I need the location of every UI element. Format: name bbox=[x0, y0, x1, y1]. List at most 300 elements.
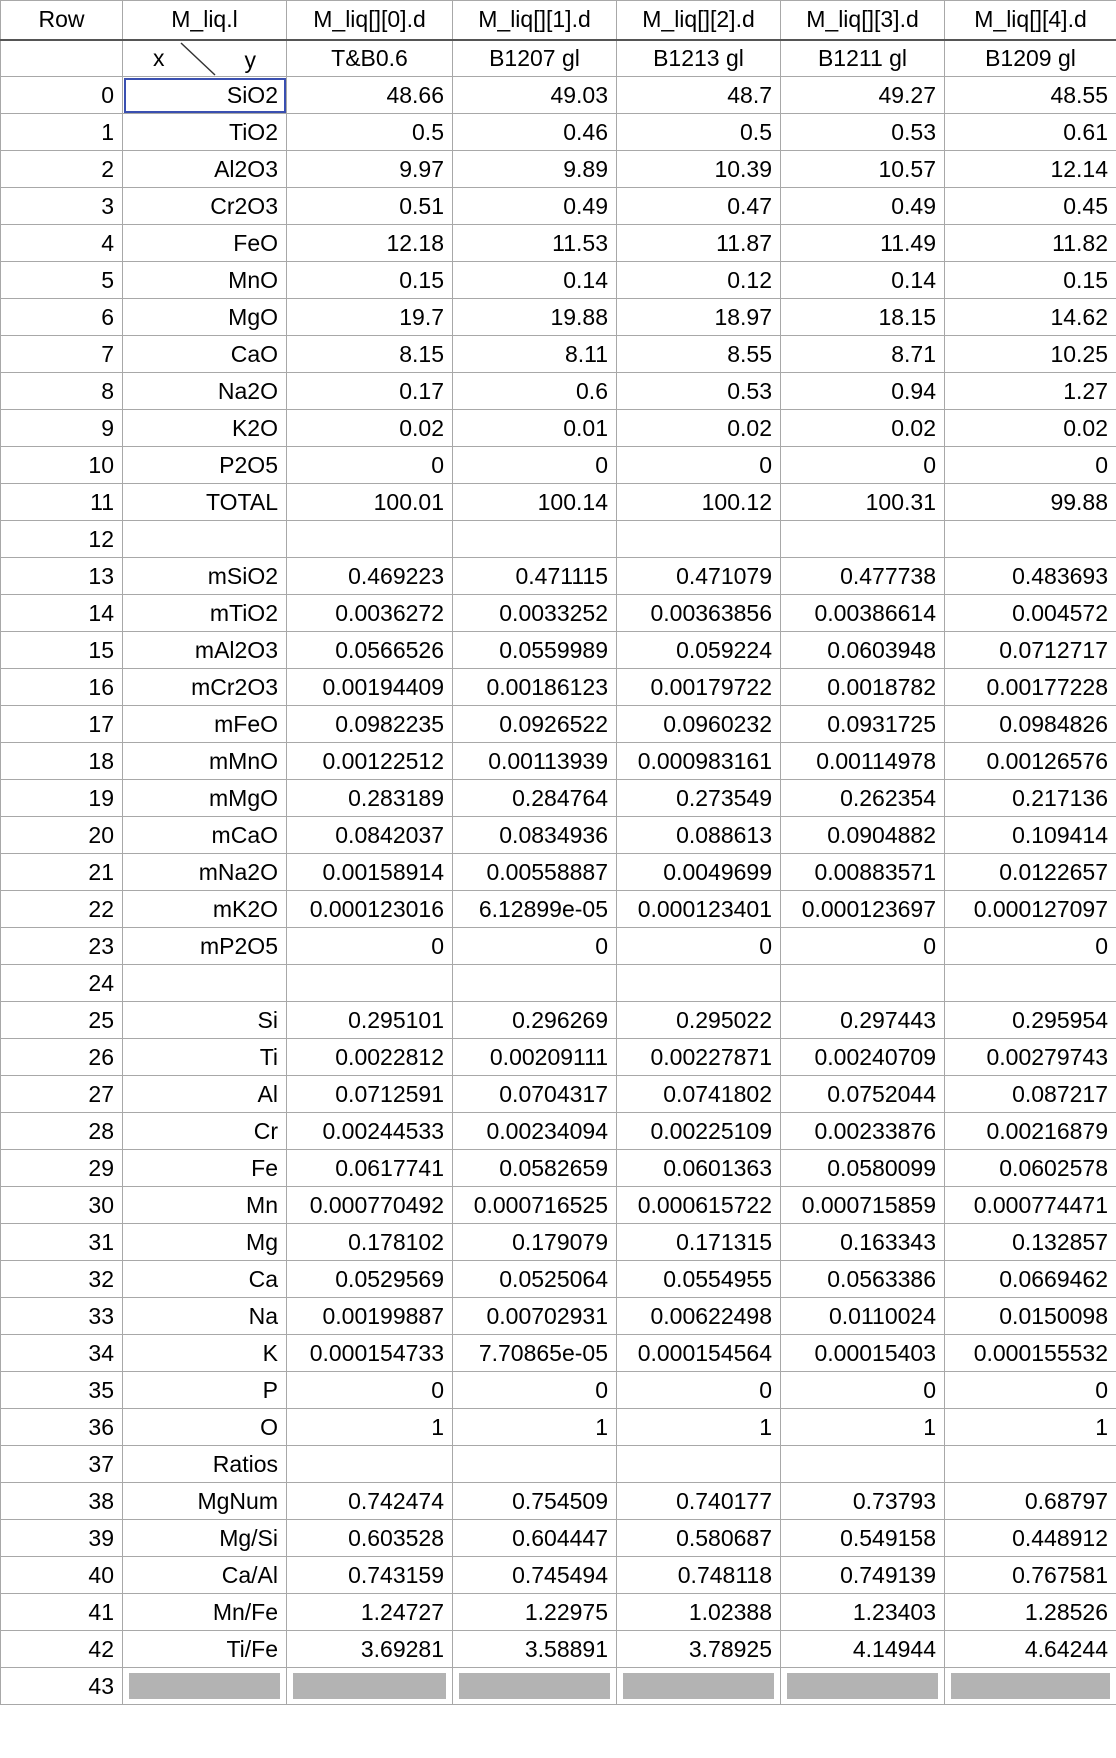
row-number-cell[interactable]: 33 bbox=[1, 1298, 123, 1335]
sample-label-cell[interactable]: B1209 gl bbox=[945, 40, 1116, 77]
row-number-cell[interactable]: 25 bbox=[1, 1002, 123, 1039]
row-number-cell[interactable]: 34 bbox=[1, 1335, 123, 1372]
sample-label-cell[interactable]: B1207 gl bbox=[453, 40, 617, 77]
value-cell[interactable]: 0.740177 bbox=[617, 1483, 781, 1520]
value-cell[interactable]: 0.295022 bbox=[617, 1002, 781, 1039]
value-cell[interactable]: 0.742474 bbox=[287, 1483, 453, 1520]
row-label-cell[interactable]: mMnO bbox=[123, 743, 287, 780]
value-cell[interactable] bbox=[453, 965, 617, 1002]
value-cell[interactable]: 0.53 bbox=[781, 114, 945, 151]
value-cell[interactable]: 0.262354 bbox=[781, 780, 945, 817]
row-number-cell[interactable]: 13 bbox=[1, 558, 123, 595]
value-cell[interactable]: 100.12 bbox=[617, 484, 781, 521]
row-label-cell[interactable]: FeO bbox=[123, 225, 287, 262]
value-cell[interactable]: 19.88 bbox=[453, 299, 617, 336]
value-cell[interactable]: 1 bbox=[287, 1409, 453, 1446]
sample-label-cell[interactable]: T&B0.6 bbox=[287, 40, 453, 77]
sample-label-cell[interactable]: B1211 gl bbox=[781, 40, 945, 77]
value-cell[interactable]: 1.02388 bbox=[617, 1594, 781, 1631]
value-cell[interactable] bbox=[617, 1446, 781, 1483]
value-cell[interactable]: 0 bbox=[287, 928, 453, 965]
value-cell[interactable]: 0.00558887 bbox=[453, 854, 617, 891]
row-number-cell[interactable]: 3 bbox=[1, 188, 123, 225]
value-cell[interactable] bbox=[945, 1446, 1116, 1483]
value-cell[interactable]: 0 bbox=[287, 447, 453, 484]
row-label-cell[interactable]: K bbox=[123, 1335, 287, 1372]
value-cell[interactable] bbox=[781, 521, 945, 558]
value-cell[interactable]: 10.57 bbox=[781, 151, 945, 188]
value-cell[interactable]: 0.00240709 bbox=[781, 1039, 945, 1076]
empty-placeholder-cell[interactable] bbox=[287, 1668, 453, 1705]
row-number-cell[interactable]: 18 bbox=[1, 743, 123, 780]
row-number-cell[interactable]: 15 bbox=[1, 632, 123, 669]
value-cell[interactable]: 0.000127097 bbox=[945, 891, 1116, 928]
row-label-cell[interactable]: Ti bbox=[123, 1039, 287, 1076]
value-cell[interactable]: 0.0122657 bbox=[945, 854, 1116, 891]
row-number-cell[interactable]: 6 bbox=[1, 299, 123, 336]
value-cell[interactable]: 100.14 bbox=[453, 484, 617, 521]
value-cell[interactable]: 0 bbox=[781, 447, 945, 484]
value-cell[interactable]: 0.00126576 bbox=[945, 743, 1116, 780]
value-cell[interactable]: 0.000716525 bbox=[453, 1187, 617, 1224]
row-label-cell[interactable] bbox=[123, 965, 287, 1002]
value-cell[interactable]: 0.448912 bbox=[945, 1520, 1116, 1557]
row-number-cell[interactable]: 9 bbox=[1, 410, 123, 447]
value-cell[interactable]: 0.00234094 bbox=[453, 1113, 617, 1150]
row-number-cell[interactable]: 36 bbox=[1, 1409, 123, 1446]
value-cell[interactable]: 8.11 bbox=[453, 336, 617, 373]
value-cell[interactable]: 49.03 bbox=[453, 77, 617, 114]
value-cell[interactable]: 0.0110024 bbox=[781, 1298, 945, 1335]
value-cell[interactable] bbox=[617, 521, 781, 558]
row-label-cell[interactable]: P2O5 bbox=[123, 447, 287, 484]
value-cell[interactable]: 0.163343 bbox=[781, 1224, 945, 1261]
row-column-header[interactable]: Row bbox=[1, 1, 123, 40]
row-number-cell[interactable]: 23 bbox=[1, 928, 123, 965]
row-label-cell[interactable]: mP2O5 bbox=[123, 928, 287, 965]
value-cell[interactable]: 6.12899e-05 bbox=[453, 891, 617, 928]
row-label-cell[interactable]: mFeO bbox=[123, 706, 287, 743]
row-number-cell[interactable]: 42 bbox=[1, 1631, 123, 1668]
xy-designation-cell[interactable] bbox=[123, 40, 287, 77]
row-label-cell[interactable]: Mn bbox=[123, 1187, 287, 1224]
value-cell[interactable]: 3.58891 bbox=[453, 1631, 617, 1668]
value-cell[interactable]: 99.88 bbox=[945, 484, 1116, 521]
row-number-cell[interactable]: 26 bbox=[1, 1039, 123, 1076]
row-label-cell[interactable]: mNa2O bbox=[123, 854, 287, 891]
value-cell[interactable]: 0.0834936 bbox=[453, 817, 617, 854]
value-cell[interactable]: 0.02 bbox=[617, 410, 781, 447]
row-number-cell[interactable]: 7 bbox=[1, 336, 123, 373]
value-cell[interactable]: 0.00177228 bbox=[945, 669, 1116, 706]
value-cell[interactable]: 0.0150098 bbox=[945, 1298, 1116, 1335]
value-cell[interactable]: 1.23403 bbox=[781, 1594, 945, 1631]
value-cell[interactable]: 4.64244 bbox=[945, 1631, 1116, 1668]
value-cell[interactable]: 100.31 bbox=[781, 484, 945, 521]
value-cell[interactable]: 0.53 bbox=[617, 373, 781, 410]
value-cell[interactable]: 0.00114978 bbox=[781, 743, 945, 780]
value-cell[interactable]: 0 bbox=[453, 928, 617, 965]
value-cell[interactable]: 0.088613 bbox=[617, 817, 781, 854]
value-cell[interactable]: 1.27 bbox=[945, 373, 1116, 410]
row-label-cell[interactable]: Mg bbox=[123, 1224, 287, 1261]
value-cell[interactable]: 0.0842037 bbox=[287, 817, 453, 854]
value-cell[interactable]: 0 bbox=[781, 928, 945, 965]
value-cell[interactable]: 0.295101 bbox=[287, 1002, 453, 1039]
value-cell[interactable]: 0.000123016 bbox=[287, 891, 453, 928]
value-cell[interactable]: 0.004572 bbox=[945, 595, 1116, 632]
value-cell[interactable]: 0.0712717 bbox=[945, 632, 1116, 669]
value-cell[interactable]: 0.0529569 bbox=[287, 1261, 453, 1298]
row-number-cell[interactable]: 41 bbox=[1, 1594, 123, 1631]
row-number-cell[interactable]: 12 bbox=[1, 521, 123, 558]
row-number-cell[interactable]: 2 bbox=[1, 151, 123, 188]
value-cell[interactable]: 0.087217 bbox=[945, 1076, 1116, 1113]
value-cell[interactable]: 0 bbox=[781, 1372, 945, 1409]
row-label-cell[interactable]: Ratios bbox=[123, 1446, 287, 1483]
row-number-cell[interactable]: 27 bbox=[1, 1076, 123, 1113]
value-cell[interactable]: 0 bbox=[945, 447, 1116, 484]
value-cell[interactable]: 0.283189 bbox=[287, 780, 453, 817]
row-label-cell[interactable]: MnO bbox=[123, 262, 287, 299]
value-cell[interactable]: 0.00702931 bbox=[453, 1298, 617, 1335]
row-label-cell[interactable]: MgNum bbox=[123, 1483, 287, 1520]
row-number-cell[interactable]: 24 bbox=[1, 965, 123, 1002]
row-number-cell[interactable]: 17 bbox=[1, 706, 123, 743]
row-number-cell[interactable]: 20 bbox=[1, 817, 123, 854]
value-cell[interactable]: 0.0669462 bbox=[945, 1261, 1116, 1298]
empty-placeholder-cell[interactable] bbox=[453, 1668, 617, 1705]
value-cell[interactable]: 19.7 bbox=[287, 299, 453, 336]
value-cell[interactable]: 0.0601363 bbox=[617, 1150, 781, 1187]
row-number-cell[interactable]: 35 bbox=[1, 1372, 123, 1409]
row-number-cell[interactable]: 22 bbox=[1, 891, 123, 928]
row-label-cell[interactable]: Si bbox=[123, 1002, 287, 1039]
value-cell[interactable]: 0.0018782 bbox=[781, 669, 945, 706]
value-cell[interactable]: 0.0712591 bbox=[287, 1076, 453, 1113]
value-cell[interactable]: 0.00883571 bbox=[781, 854, 945, 891]
value-cell[interactable]: 0.0580099 bbox=[781, 1150, 945, 1187]
value-cell[interactable]: 0.217136 bbox=[945, 780, 1116, 817]
row-label-cell[interactable]: Na2O bbox=[123, 373, 287, 410]
empty-placeholder-cell[interactable] bbox=[617, 1668, 781, 1705]
row-number-cell[interactable]: 28 bbox=[1, 1113, 123, 1150]
empty-placeholder-cell[interactable] bbox=[781, 1668, 945, 1705]
row-label-cell[interactable]: mK2O bbox=[123, 891, 287, 928]
value-cell[interactable]: 11.53 bbox=[453, 225, 617, 262]
value-cell[interactable]: 3.69281 bbox=[287, 1631, 453, 1668]
value-cell[interactable]: 0.171315 bbox=[617, 1224, 781, 1261]
row-label-cell[interactable]: Cr bbox=[123, 1113, 287, 1150]
value-cell[interactable]: 0.109414 bbox=[945, 817, 1116, 854]
row-number-cell[interactable]: 14 bbox=[1, 595, 123, 632]
value-cell[interactable] bbox=[781, 1446, 945, 1483]
value-cell[interactable]: 0 bbox=[453, 447, 617, 484]
row-label-cell[interactable]: CaO bbox=[123, 336, 287, 373]
value-cell[interactable]: 0.0554955 bbox=[617, 1261, 781, 1298]
value-cell[interactable]: 7.70865e-05 bbox=[453, 1335, 617, 1372]
value-cell[interactable]: 4.14944 bbox=[781, 1631, 945, 1668]
row-label-cell[interactable]: Al2O3 bbox=[123, 151, 287, 188]
value-cell[interactable]: 0.6 bbox=[453, 373, 617, 410]
value-cell[interactable]: 0.0582659 bbox=[453, 1150, 617, 1187]
value-cell[interactable]: 11.87 bbox=[617, 225, 781, 262]
row-number-cell[interactable]: 31 bbox=[1, 1224, 123, 1261]
value-cell[interactable]: 0.000154733 bbox=[287, 1335, 453, 1372]
value-cell[interactable]: 0.02 bbox=[287, 410, 453, 447]
value-cell[interactable]: 0.000154564 bbox=[617, 1335, 781, 1372]
row-label-cell[interactable]: Al bbox=[123, 1076, 287, 1113]
value-cell[interactable]: 0.14 bbox=[453, 262, 617, 299]
value-cell[interactable]: 0.603528 bbox=[287, 1520, 453, 1557]
value-cell[interactable]: 0 bbox=[287, 1372, 453, 1409]
row-number-cell[interactable]: 5 bbox=[1, 262, 123, 299]
value-cell[interactable]: 0.483693 bbox=[945, 558, 1116, 595]
value-cell[interactable]: 0.00179722 bbox=[617, 669, 781, 706]
value-cell[interactable]: 0.12 bbox=[617, 262, 781, 299]
row-number-cell[interactable]: 21 bbox=[1, 854, 123, 891]
row-label-cell[interactable]: TOTAL bbox=[123, 484, 287, 521]
row-label-cell[interactable]: mSiO2 bbox=[123, 558, 287, 595]
value-cell[interactable]: 0.000983161 bbox=[617, 743, 781, 780]
row-label-cell[interactable]: Ca bbox=[123, 1261, 287, 1298]
value-cell[interactable]: 0.000615722 bbox=[617, 1187, 781, 1224]
row-label-cell[interactable]: TiO2 bbox=[123, 114, 287, 151]
value-cell[interactable]: 0.469223 bbox=[287, 558, 453, 595]
value-cell[interactable]: 0.0617741 bbox=[287, 1150, 453, 1187]
value-cell[interactable]: 48.55 bbox=[945, 77, 1116, 114]
value-cell[interactable]: 0.00209111 bbox=[453, 1039, 617, 1076]
value-cell[interactable]: 8.71 bbox=[781, 336, 945, 373]
value-cell[interactable]: 1 bbox=[617, 1409, 781, 1446]
value-cell[interactable]: 0.00015403 bbox=[781, 1335, 945, 1372]
value-cell[interactable]: 0.000155532 bbox=[945, 1335, 1116, 1372]
value-cell[interactable]: 0.000123697 bbox=[781, 891, 945, 928]
value-cell[interactable]: 0.45 bbox=[945, 188, 1116, 225]
value-cell[interactable]: 0.604447 bbox=[453, 1520, 617, 1557]
row-label-cell[interactable]: mCr2O3 bbox=[123, 669, 287, 706]
row-number-cell[interactable]: 37 bbox=[1, 1446, 123, 1483]
value-cell[interactable]: 0.00199887 bbox=[287, 1298, 453, 1335]
value-cell[interactable]: 0.00622498 bbox=[617, 1298, 781, 1335]
value-cell[interactable]: 0.61 bbox=[945, 114, 1116, 151]
value-cell[interactable]: 0.471079 bbox=[617, 558, 781, 595]
row-label-cell[interactable]: K2O bbox=[123, 410, 287, 447]
value-cell[interactable]: 49.27 bbox=[781, 77, 945, 114]
value-cell[interactable]: 0.273549 bbox=[617, 780, 781, 817]
value-cell[interactable]: 48.7 bbox=[617, 77, 781, 114]
value-cell[interactable] bbox=[617, 965, 781, 1002]
value-cell[interactable]: 0.297443 bbox=[781, 1002, 945, 1039]
value-cell[interactable]: 0.754509 bbox=[453, 1483, 617, 1520]
row-number-cell[interactable]: 16 bbox=[1, 669, 123, 706]
value-cell[interactable]: 0.743159 bbox=[287, 1557, 453, 1594]
value-cell[interactable] bbox=[945, 521, 1116, 558]
value-cell[interactable]: 0.0033252 bbox=[453, 595, 617, 632]
value-cell[interactable]: 0.749139 bbox=[781, 1557, 945, 1594]
value-cell[interactable]: 100.01 bbox=[287, 484, 453, 521]
value-cell[interactable]: 1 bbox=[781, 1409, 945, 1446]
value-cell[interactable]: 0.00113939 bbox=[453, 743, 617, 780]
value-cell[interactable]: 0.00233876 bbox=[781, 1113, 945, 1150]
value-cell[interactable]: 0 bbox=[617, 447, 781, 484]
value-cell[interactable]: 1 bbox=[453, 1409, 617, 1446]
value-cell[interactable]: 0.0984826 bbox=[945, 706, 1116, 743]
value-cell[interactable]: 0.000774471 bbox=[945, 1187, 1116, 1224]
column-header-1[interactable]: M_liq[][1].d bbox=[453, 1, 617, 40]
row-number-cell[interactable]: 8 bbox=[1, 373, 123, 410]
value-cell[interactable]: 8.55 bbox=[617, 336, 781, 373]
value-cell[interactable]: 1.28526 bbox=[945, 1594, 1116, 1631]
empty-placeholder-cell[interactable] bbox=[945, 1668, 1116, 1705]
value-cell[interactable]: 0.15 bbox=[287, 262, 453, 299]
value-cell[interactable]: 0.0563386 bbox=[781, 1261, 945, 1298]
row-label-cell[interactable]: Ti/Fe bbox=[123, 1631, 287, 1668]
value-cell[interactable]: 0.0602578 bbox=[945, 1150, 1116, 1187]
value-cell[interactable]: 0.000123401 bbox=[617, 891, 781, 928]
value-cell[interactable]: 0.0752044 bbox=[781, 1076, 945, 1113]
value-cell[interactable]: 0.0049699 bbox=[617, 854, 781, 891]
value-cell[interactable] bbox=[287, 521, 453, 558]
value-cell[interactable]: 0.00363856 bbox=[617, 595, 781, 632]
row-number-cell[interactable]: 38 bbox=[1, 1483, 123, 1520]
row-label-cell[interactable]: Ca/Al bbox=[123, 1557, 287, 1594]
value-cell[interactable]: 0 bbox=[945, 1372, 1116, 1409]
value-cell[interactable]: 0.46 bbox=[453, 114, 617, 151]
row-label-cell[interactable]: Cr2O3 bbox=[123, 188, 287, 225]
value-cell[interactable]: 0.02 bbox=[781, 410, 945, 447]
value-cell[interactable]: 0.94 bbox=[781, 373, 945, 410]
row-number-cell[interactable]: 32 bbox=[1, 1261, 123, 1298]
value-cell[interactable]: 0 bbox=[617, 1372, 781, 1409]
value-cell[interactable] bbox=[945, 965, 1116, 1002]
value-cell[interactable]: 0.49 bbox=[781, 188, 945, 225]
value-cell[interactable]: 0.296269 bbox=[453, 1002, 617, 1039]
value-cell[interactable]: 8.15 bbox=[287, 336, 453, 373]
value-cell[interactable]: 1.24727 bbox=[287, 1594, 453, 1631]
value-cell[interactable]: 0.14 bbox=[781, 262, 945, 299]
row-number-cell[interactable]: 1 bbox=[1, 114, 123, 151]
value-cell[interactable]: 12.14 bbox=[945, 151, 1116, 188]
selected-cell[interactable]: SiO2 bbox=[123, 77, 287, 114]
value-cell[interactable]: 0.549158 bbox=[781, 1520, 945, 1557]
value-cell[interactable]: 0.0982235 bbox=[287, 706, 453, 743]
value-cell[interactable]: 0.580687 bbox=[617, 1520, 781, 1557]
row-number-cell[interactable]: 0 bbox=[1, 77, 123, 114]
value-cell[interactable]: 0.01 bbox=[453, 410, 617, 447]
value-cell[interactable]: 0.00216879 bbox=[945, 1113, 1116, 1150]
value-cell[interactable]: 0.179079 bbox=[453, 1224, 617, 1261]
row-number-cell[interactable]: 39 bbox=[1, 1520, 123, 1557]
value-cell[interactable]: 0.47 bbox=[617, 188, 781, 225]
value-cell[interactable]: 18.97 bbox=[617, 299, 781, 336]
value-cell[interactable]: 0 bbox=[453, 1372, 617, 1409]
value-cell[interactable]: 11.82 bbox=[945, 225, 1116, 262]
row-number-cell[interactable]: 29 bbox=[1, 1150, 123, 1187]
value-cell[interactable]: 0.0603948 bbox=[781, 632, 945, 669]
value-cell[interactable]: 0.15 bbox=[945, 262, 1116, 299]
row-number-cell[interactable]: 43 bbox=[1, 1668, 123, 1705]
value-cell[interactable]: 14.62 bbox=[945, 299, 1116, 336]
value-cell[interactable]: 3.78925 bbox=[617, 1631, 781, 1668]
value-cell[interactable]: 0.00122512 bbox=[287, 743, 453, 780]
value-cell[interactable]: 1 bbox=[945, 1409, 1116, 1446]
value-cell[interactable]: 0.0931725 bbox=[781, 706, 945, 743]
value-cell[interactable]: 0.0525064 bbox=[453, 1261, 617, 1298]
value-cell[interactable]: 0.000715859 bbox=[781, 1187, 945, 1224]
row-label-cell[interactable]: mCaO bbox=[123, 817, 287, 854]
row-number-cell[interactable]: 10 bbox=[1, 447, 123, 484]
row-label-cell[interactable]: Na bbox=[123, 1298, 287, 1335]
row-label-cell[interactable]: Mn/Fe bbox=[123, 1594, 287, 1631]
row-number-cell[interactable]: 4 bbox=[1, 225, 123, 262]
value-cell[interactable]: 10.25 bbox=[945, 336, 1116, 373]
value-cell[interactable]: 0.00227871 bbox=[617, 1039, 781, 1076]
sample-label-cell[interactable]: B1213 gl bbox=[617, 40, 781, 77]
value-cell[interactable]: 0.059224 bbox=[617, 632, 781, 669]
value-cell[interactable]: 0.0036272 bbox=[287, 595, 453, 632]
value-cell[interactable]: 0.178102 bbox=[287, 1224, 453, 1261]
row-label-cell[interactable]: P bbox=[123, 1372, 287, 1409]
row-label-cell[interactable]: mAl2O3 bbox=[123, 632, 287, 669]
row-label-cell[interactable]: MgO bbox=[123, 299, 287, 336]
value-cell[interactable] bbox=[781, 965, 945, 1002]
value-cell[interactable]: 0.0704317 bbox=[453, 1076, 617, 1113]
value-cell[interactable]: 1.22975 bbox=[453, 1594, 617, 1631]
value-cell[interactable] bbox=[287, 1446, 453, 1483]
column-header-x[interactable]: M_liq.l bbox=[123, 1, 287, 40]
row-number-cell[interactable]: 30 bbox=[1, 1187, 123, 1224]
value-cell[interactable]: 0.5 bbox=[617, 114, 781, 151]
column-header-3[interactable]: M_liq[][3].d bbox=[781, 1, 945, 40]
value-cell[interactable]: 12.18 bbox=[287, 225, 453, 262]
row-label-cell[interactable] bbox=[123, 521, 287, 558]
value-cell[interactable]: 0.00158914 bbox=[287, 854, 453, 891]
value-cell[interactable]: 9.97 bbox=[287, 151, 453, 188]
value-cell[interactable]: 0.0926522 bbox=[453, 706, 617, 743]
value-cell[interactable] bbox=[287, 965, 453, 1002]
value-cell[interactable]: 0.00244533 bbox=[287, 1113, 453, 1150]
value-cell[interactable] bbox=[453, 521, 617, 558]
value-cell[interactable]: 0.00186123 bbox=[453, 669, 617, 706]
value-cell[interactable]: 0.0022812 bbox=[287, 1039, 453, 1076]
value-cell[interactable]: 0.02 bbox=[945, 410, 1116, 447]
value-cell[interactable]: 0.17 bbox=[287, 373, 453, 410]
value-cell[interactable]: 0.00279743 bbox=[945, 1039, 1116, 1076]
value-cell[interactable]: 0 bbox=[617, 928, 781, 965]
value-cell[interactable]: 0.00225109 bbox=[617, 1113, 781, 1150]
row-label-cell[interactable]: Fe bbox=[123, 1150, 287, 1187]
value-cell[interactable]: 0.0741802 bbox=[617, 1076, 781, 1113]
value-cell[interactable]: 0.000770492 bbox=[287, 1187, 453, 1224]
column-header-0[interactable]: M_liq[][0].d bbox=[287, 1, 453, 40]
value-cell[interactable]: 0.745494 bbox=[453, 1557, 617, 1594]
value-cell[interactable]: 0.0960232 bbox=[617, 706, 781, 743]
value-cell[interactable]: 0.477738 bbox=[781, 558, 945, 595]
value-cell[interactable] bbox=[453, 1446, 617, 1483]
value-cell[interactable]: 0.767581 bbox=[945, 1557, 1116, 1594]
row-label-cell[interactable]: Mg/Si bbox=[123, 1520, 287, 1557]
row-number-cell[interactable]: 19 bbox=[1, 780, 123, 817]
column-header-4[interactable]: M_liq[][4].d bbox=[945, 1, 1116, 40]
value-cell[interactable]: 0.00386614 bbox=[781, 595, 945, 632]
value-cell[interactable]: 10.39 bbox=[617, 151, 781, 188]
value-cell[interactable]: 0.49 bbox=[453, 188, 617, 225]
row-number-cell[interactable]: 11 bbox=[1, 484, 123, 521]
value-cell[interactable]: 18.15 bbox=[781, 299, 945, 336]
row-label-cell[interactable]: O bbox=[123, 1409, 287, 1446]
empty-placeholder-cell[interactable] bbox=[123, 1668, 287, 1705]
